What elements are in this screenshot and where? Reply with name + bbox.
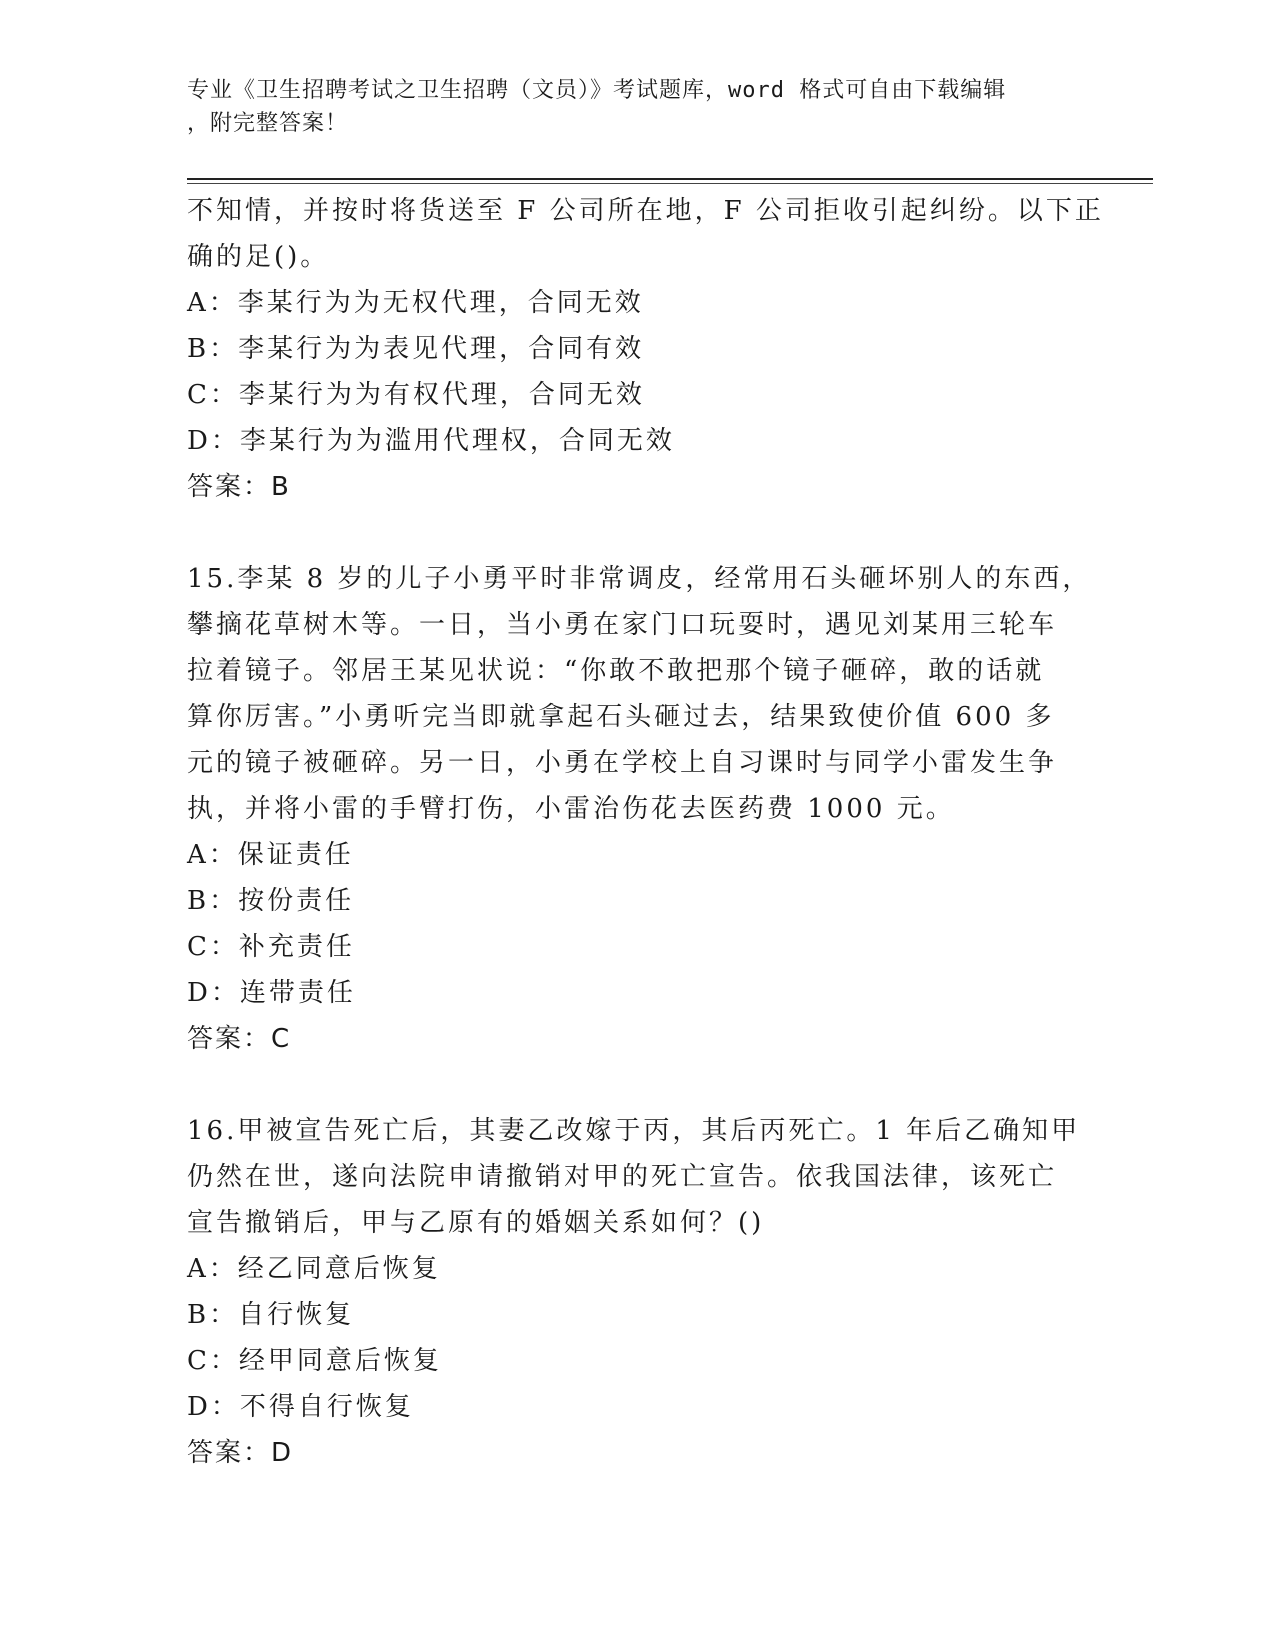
option-b: B：李某行为为表见代理，合同有效 [187, 334, 645, 364]
option-b: B：按份责任 [187, 886, 355, 916]
question-stem-line: 仍然在世，遂向法院申请撤销对甲的死亡宣告。依我国法律，该死亡 [187, 1162, 1058, 1192]
question-stem-line: 确的足()。 [187, 242, 330, 272]
question-16 [187, 1108, 1087, 1476]
header-line-1: 专业《卫生招聘考试之卫生招聘（文员）》考试题库，word 格式可自由下载编辑 [187, 78, 1007, 103]
option-d: D：不得自行恢复 [187, 1392, 414, 1422]
document-header [187, 74, 1087, 140]
question-stem-line: 元的镜子被砸碎。另一日，小勇在学校上自习课时与同学小雷发生争 [187, 748, 1058, 778]
document-body [187, 188, 1104, 1476]
spacer [187, 1062, 1087, 1108]
answer-line: 答案：B [187, 472, 291, 502]
option-a: A：保证责任 [187, 840, 354, 870]
answer-line: 答案：D [187, 1438, 294, 1468]
option-c: C：补充责任 [187, 932, 355, 962]
option-a: A：经乙同意后恢复 [187, 1254, 441, 1284]
spacer [187, 510, 1087, 556]
question-stem-line: 15.李某 8 岁的儿子小勇平时非常调皮，经常用石头砸坏别人的东西， [187, 564, 1092, 594]
option-d: D：李某行为为滥用代理权，合同无效 [187, 426, 675, 456]
header-divider-thin [187, 183, 1153, 184]
question-stem-line: 16.甲被宣告死亡后，其妻乙改嫁于丙，其后丙死亡。1 年后乙确知甲 [187, 1116, 1081, 1146]
question-14 [187, 188, 1104, 510]
question-stem-line: 执，并将小雷的手臂打伤，小雷治伤花去医药费 1000 元。 [187, 794, 955, 824]
option-c: C：李某行为为有权代理，合同无效 [187, 380, 645, 410]
question-stem-line: 算你厉害。”小勇听完当即就拿起石头砸过去，结果致使价值 600 多 [187, 702, 1055, 732]
question-stem-line: 宣告撤销后，甲与乙原有的婚姻关系如何？() [187, 1208, 765, 1238]
option-b: B：自行恢复 [187, 1300, 355, 1330]
header-line-2: ，附完整答案！ [187, 111, 349, 136]
header-divider-thick [187, 178, 1153, 180]
option-d: D：连带责任 [187, 978, 356, 1008]
question-stem-line: 不知情，并按时将货送至 F 公司所在地，F 公司拒收引起纠纷。以下正 [187, 196, 1104, 226]
option-a: A：李某行为为无权代理，合同无效 [187, 288, 644, 318]
option-c: C：经甲同意后恢复 [187, 1346, 442, 1376]
answer-line: 答案：C [187, 1024, 292, 1054]
question-stem-line: 拉着镜子。邻居王某见状说：“你敢不敢把那个镜子砸碎，敢的话就 [187, 656, 1045, 686]
question-15 [187, 556, 1092, 1062]
question-stem-line: 攀摘花草树木等。一日，当小勇在家门口玩耍时，遇见刘某用三轮车 [187, 610, 1058, 640]
